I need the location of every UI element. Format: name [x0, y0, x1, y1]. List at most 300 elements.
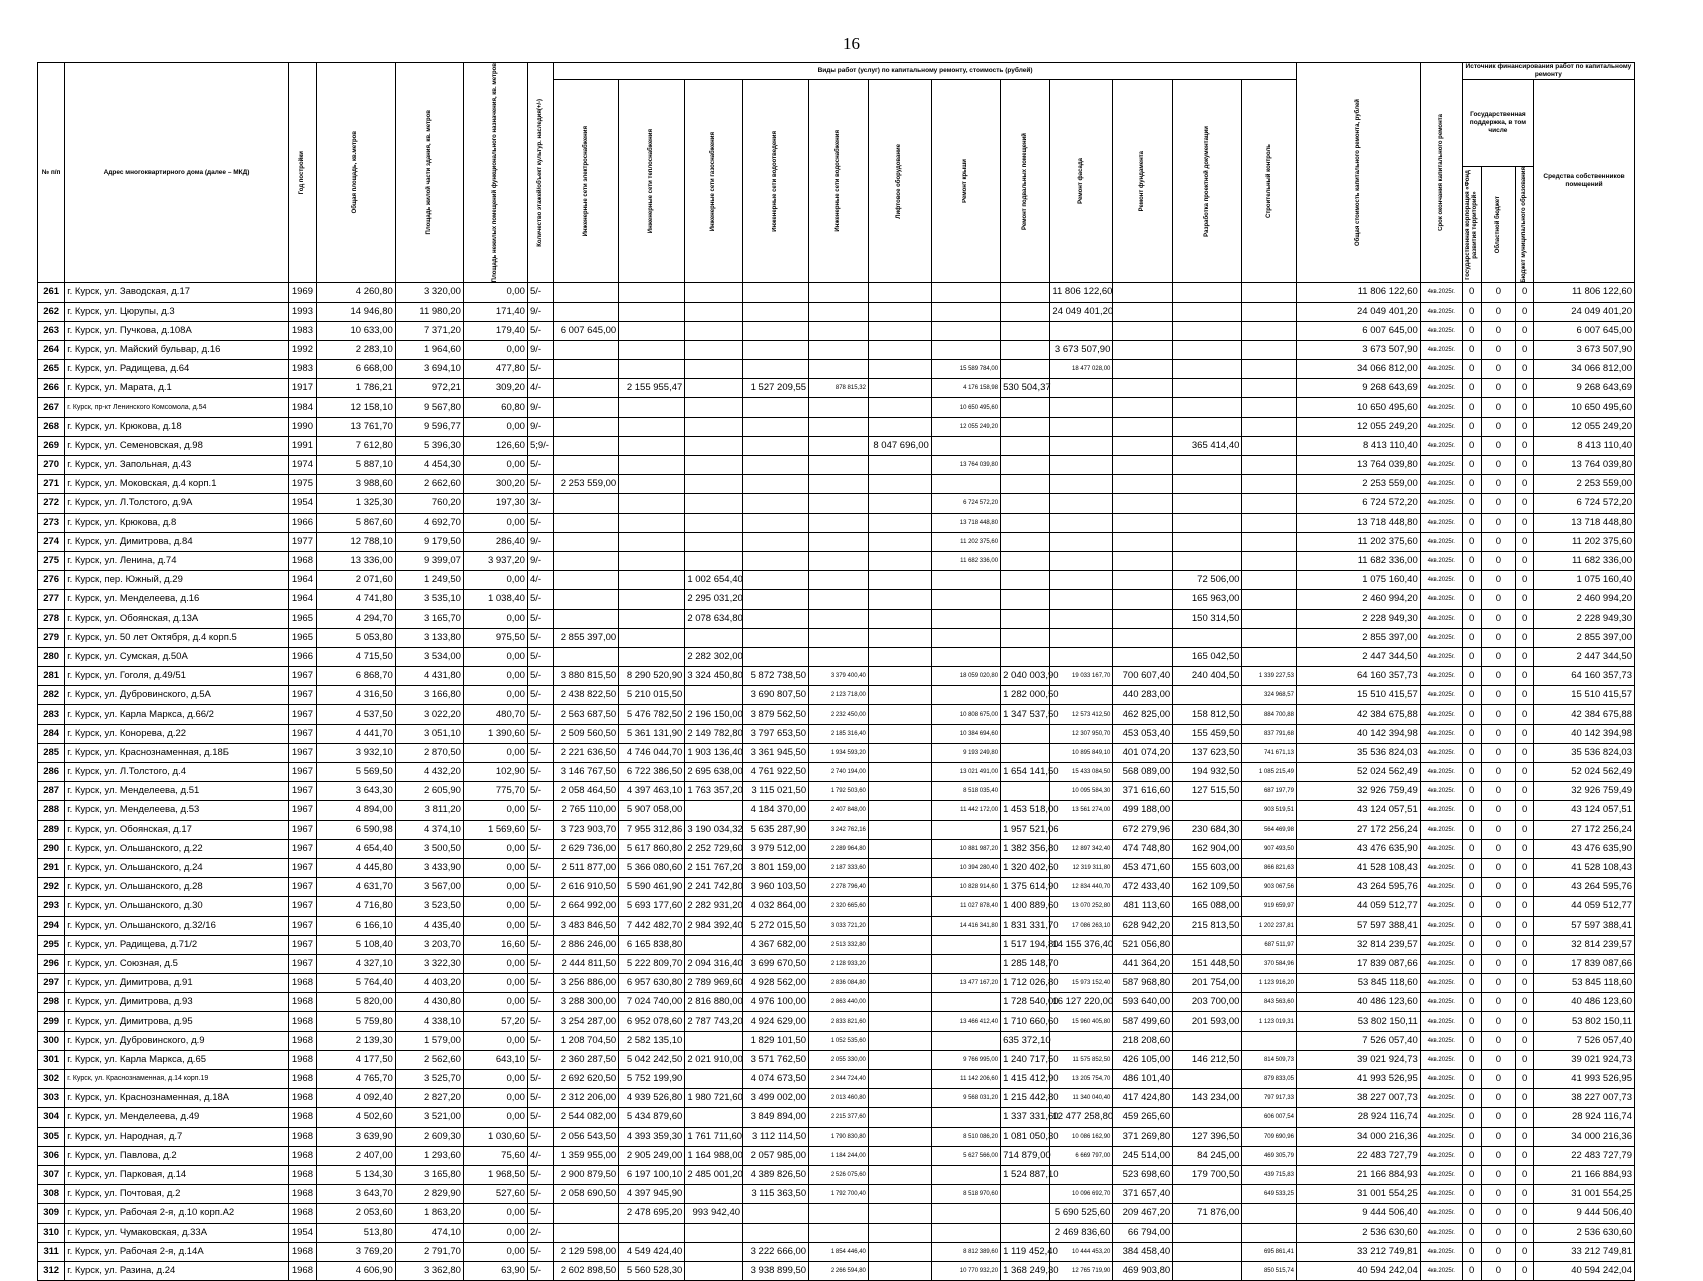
- municipal-budget-cell: 0: [1516, 916, 1534, 935]
- facade-cost-cell: 19 033 167,70: [1050, 667, 1113, 686]
- fund-cell: 0: [1462, 379, 1481, 398]
- roof-cost-cell: 13 718 448,80: [931, 513, 1000, 532]
- floors-cell: 9/-: [527, 551, 553, 570]
- facade-cost-cell: [1050, 686, 1113, 705]
- roof-cost-cell: 9 568 031,20: [931, 1089, 1000, 1108]
- water-cost-cell: [809, 1223, 869, 1242]
- control-cost-cell: 1 123 916,20: [1242, 974, 1297, 993]
- row-number: 265: [38, 360, 65, 379]
- row-number: 311: [38, 1242, 65, 1261]
- living-area-cell: 3 051,10: [395, 724, 463, 743]
- gas-cost-cell: [685, 456, 743, 475]
- regional-budget-cell: 0: [1481, 647, 1516, 666]
- address-cell: г. Курск, ул. Ольшанского, д.30: [65, 897, 288, 916]
- control-cost-cell: 837 791,68: [1242, 724, 1297, 743]
- header-total-cost: Общая стоимость капитального ремонта, рублей: [1296, 63, 1420, 283]
- heat-cost-cell: [619, 1223, 685, 1242]
- water-cost-cell: [809, 532, 869, 551]
- facade-cost-cell: 18 477 028,00: [1050, 360, 1113, 379]
- foundation-cost-cell: [1113, 283, 1173, 302]
- regional-budget-cell: 0: [1481, 628, 1516, 647]
- row-number: 308: [38, 1185, 65, 1204]
- roof-cost-cell: 9 193 249,80: [931, 743, 1000, 762]
- elec-cost-cell: [554, 1223, 619, 1242]
- total-area-cell: 2 283,10: [317, 340, 396, 359]
- owners-funds-cell: 17 839 087,66: [1534, 954, 1635, 973]
- total-cost-cell: 40 486 123,60: [1296, 993, 1420, 1012]
- header-nonres-area: Площадь нежилых помещений функционального назначения, кв. метров: [463, 63, 527, 283]
- sewer-cost-cell: [743, 436, 809, 455]
- lift-cost-cell: [868, 571, 931, 590]
- fund-cell: 0: [1462, 571, 1481, 590]
- foundation-cost-cell: 587 968,80: [1113, 974, 1173, 993]
- design-cost-cell: [1173, 1223, 1242, 1242]
- gas-cost-cell: [685, 494, 743, 513]
- row-number: 275: [38, 551, 65, 570]
- deadline-cell: 4кв.2025г.: [1420, 1223, 1462, 1242]
- regional-budget-cell: 0: [1481, 801, 1516, 820]
- total-area-cell: 3 643,30: [317, 782, 396, 801]
- water-cost-cell: [809, 628, 869, 647]
- address-cell: г. Курск, пр-кт Ленинского Комсомола, д.54: [65, 398, 288, 417]
- elec-cost-cell: 3 880 815,50: [554, 667, 619, 686]
- table-row: [38, 551, 1635, 570]
- lift-cost-cell: [868, 782, 931, 801]
- basement-cost-cell: [1001, 475, 1050, 494]
- roof-cost-cell: 8 812 389,60: [931, 1242, 1000, 1261]
- control-cost-cell: 919 659,97: [1242, 897, 1297, 916]
- municipal-budget-cell: 0: [1516, 340, 1534, 359]
- heat-cost-cell: [619, 436, 685, 455]
- deadline-cell: 4кв.2025г.: [1420, 705, 1462, 724]
- row-number: 296: [38, 954, 65, 973]
- foundation-cost-cell: 417 424,80: [1113, 1089, 1173, 1108]
- owners-funds-cell: 3 673 507,90: [1534, 340, 1635, 359]
- elec-cost-cell: 2 563 687,50: [554, 705, 619, 724]
- regional-budget-cell: 0: [1481, 1108, 1516, 1127]
- owners-funds-cell: 11 806 122,60: [1534, 283, 1635, 302]
- year-cell: 1967: [288, 878, 316, 897]
- elec-cost-cell: [554, 283, 619, 302]
- sewer-cost-cell: [743, 360, 809, 379]
- total-area-cell: 10 633,00: [317, 321, 396, 340]
- row-number: 300: [38, 1031, 65, 1050]
- floors-cell: 5/-: [527, 1261, 553, 1280]
- table-row: [38, 1089, 1635, 1108]
- gas-cost-cell: [685, 360, 743, 379]
- total-area-cell: 4 654,40: [317, 839, 396, 858]
- lift-cost-cell: [868, 1050, 931, 1069]
- municipal-budget-cell: 0: [1516, 1050, 1534, 1069]
- basement-cost-cell: [1001, 494, 1050, 513]
- facade-cost-cell: [1050, 494, 1113, 513]
- heat-cost-cell: 5 560 528,30: [619, 1261, 685, 1280]
- year-cell: 1917: [288, 379, 316, 398]
- owners-funds-cell: 43 264 595,76: [1534, 878, 1635, 897]
- living-area-cell: 2 562,60: [395, 1050, 463, 1069]
- floors-cell: 5/-: [527, 897, 553, 916]
- row-number: 268: [38, 417, 65, 436]
- living-area-cell: 4 374,10: [395, 820, 463, 839]
- roof-cost-cell: [931, 436, 1000, 455]
- row-number: 279: [38, 628, 65, 647]
- total-cost-cell: 11 682 336,00: [1296, 551, 1420, 570]
- address-cell: г. Курск, ул. Марата, д.1: [65, 379, 288, 398]
- owners-funds-cell: 2 228 949,30: [1534, 609, 1635, 628]
- header-f-municipal: Бюджет муниципального образования: [1516, 166, 1534, 283]
- total-cost-cell: 15 510 415,57: [1296, 686, 1420, 705]
- heat-cost-cell: 5 590 461,90: [619, 878, 685, 897]
- total-cost-cell: 24 049 401,20: [1296, 302, 1420, 321]
- roof-cost-cell: [931, 590, 1000, 609]
- total-area-cell: 6 868,70: [317, 667, 396, 686]
- foundation-cost-cell: 672 279,96: [1113, 820, 1173, 839]
- address-cell: г. Курск, ул. Рабочая 2-я, д.14А: [65, 1242, 288, 1261]
- sewer-cost-cell: 4 976 100,00: [743, 993, 809, 1012]
- design-cost-cell: [1173, 935, 1242, 954]
- elec-cost-cell: 6 007 645,00: [554, 321, 619, 340]
- floors-cell: 5/-: [527, 801, 553, 820]
- row-number: 299: [38, 1012, 65, 1031]
- table-row: [38, 993, 1635, 1012]
- sewer-cost-cell: 4 924 629,00: [743, 1012, 809, 1031]
- facade-cost-cell: 10 444 453,20: [1050, 1242, 1113, 1261]
- gas-cost-cell: 2 149 782,80: [685, 724, 743, 743]
- design-cost-cell: 155 603,00: [1173, 858, 1242, 877]
- deadline-cell: 4кв.2025г.: [1420, 417, 1462, 436]
- gas-cost-cell: 1 980 721,60: [685, 1089, 743, 1108]
- nonres-area-cell: 0,00: [463, 647, 527, 666]
- water-cost-cell: [809, 1204, 869, 1223]
- lift-cost-cell: [868, 1204, 931, 1223]
- sewer-cost-cell: 3 938 899,50: [743, 1261, 809, 1280]
- design-cost-cell: [1173, 628, 1242, 647]
- control-cost-cell: [1242, 647, 1297, 666]
- total-cost-cell: 13 764 039,80: [1296, 456, 1420, 475]
- heat-cost-cell: 4 393 359,30: [619, 1127, 685, 1146]
- living-area-cell: 9 399,07: [395, 551, 463, 570]
- living-area-cell: 4 403,20: [395, 974, 463, 993]
- design-cost-cell: 137 623,50: [1173, 743, 1242, 762]
- floors-cell: 5/-: [527, 1204, 553, 1223]
- address-cell: г. Курск, ул. Димитрова, д.84: [65, 532, 288, 551]
- sewer-cost-cell: 4 074 673,50: [743, 1070, 809, 1089]
- facade-cost-cell: 12 573 412,50: [1050, 705, 1113, 724]
- facade-cost-cell: 2 469 836,60: [1050, 1223, 1113, 1242]
- floors-cell: 5/-: [527, 1031, 553, 1050]
- gas-cost-cell: [685, 686, 743, 705]
- row-number: 312: [38, 1261, 65, 1280]
- elec-cost-cell: 2 886 246,00: [554, 935, 619, 954]
- floors-cell: 5/-: [527, 878, 553, 897]
- elec-cost-cell: [554, 513, 619, 532]
- owners-funds-cell: 6 724 572,20: [1534, 494, 1635, 513]
- year-cell: 1968: [288, 1012, 316, 1031]
- foundation-cost-cell: 384 458,40: [1113, 1242, 1173, 1261]
- sewer-cost-cell: 3 801 159,00: [743, 858, 809, 877]
- nonres-area-cell: 0,00: [463, 1242, 527, 1261]
- total-cost-cell: 42 384 675,88: [1296, 705, 1420, 724]
- row-number: 303: [38, 1089, 65, 1108]
- owners-funds-cell: 10 650 495,60: [1534, 398, 1635, 417]
- floors-cell: 5/-: [527, 590, 553, 609]
- elec-cost-cell: [554, 494, 619, 513]
- total-cost-cell: 32 814 239,57: [1296, 935, 1420, 954]
- living-area-cell: 3 535,10: [395, 590, 463, 609]
- table-row: [38, 743, 1635, 762]
- owners-funds-cell: 44 059 512,77: [1534, 897, 1635, 916]
- fund-cell: 0: [1462, 1089, 1481, 1108]
- foundation-cost-cell: [1113, 436, 1173, 455]
- sewer-cost-cell: [743, 590, 809, 609]
- year-cell: 1965: [288, 609, 316, 628]
- deadline-cell: 4кв.2025г.: [1420, 532, 1462, 551]
- owners-funds-cell: 15 510 415,57: [1534, 686, 1635, 705]
- facade-cost-cell: [1050, 417, 1113, 436]
- living-area-cell: 3 523,50: [395, 897, 463, 916]
- floors-cell: 5/-: [527, 743, 553, 762]
- water-cost-cell: 878 815,32: [809, 379, 869, 398]
- address-cell: г. Курск, ул. Чумаковская, д.33А: [65, 1223, 288, 1242]
- fund-cell: 0: [1462, 705, 1481, 724]
- living-area-cell: 4 338,10: [395, 1012, 463, 1031]
- deadline-cell: 4кв.2025г.: [1420, 667, 1462, 686]
- year-cell: 1967: [288, 858, 316, 877]
- fund-cell: 0: [1462, 1223, 1481, 1242]
- municipal-budget-cell: 0: [1516, 532, 1534, 551]
- table-row: [38, 532, 1635, 551]
- table-row: [38, 686, 1635, 705]
- floors-cell: 5/-: [527, 974, 553, 993]
- heat-cost-cell: [619, 475, 685, 494]
- sewer-cost-cell: 3 960 103,50: [743, 878, 809, 897]
- table-row: [38, 513, 1635, 532]
- total-area-cell: 5 764,40: [317, 974, 396, 993]
- sewer-cost-cell: [743, 302, 809, 321]
- address-cell: г. Курск, ул. Почтовая, д.2: [65, 1185, 288, 1204]
- design-cost-cell: [1173, 1070, 1242, 1089]
- header-w-heat: Инженерные сети теплоснабжения: [619, 80, 685, 283]
- deadline-cell: 4кв.2025г.: [1420, 993, 1462, 1012]
- header-f-fund: Государственная корпорация «Фонд развития территорий»: [1462, 166, 1481, 283]
- heat-cost-cell: 2 478 695,20: [619, 1204, 685, 1223]
- fund-cell: 0: [1462, 724, 1481, 743]
- heat-cost-cell: 4 939 526,80: [619, 1089, 685, 1108]
- owners-funds-cell: 41 528 108,43: [1534, 858, 1635, 877]
- municipal-budget-cell: 0: [1516, 705, 1534, 724]
- heat-cost-cell: 6 197 100,10: [619, 1165, 685, 1184]
- facade-cost-cell: 11 575 852,50: [1050, 1050, 1113, 1069]
- year-cell: 1968: [288, 551, 316, 570]
- municipal-budget-cell: 0: [1516, 321, 1534, 340]
- elec-cost-cell: [554, 647, 619, 666]
- elec-cost-cell: 2 692 620,50: [554, 1070, 619, 1089]
- heat-cost-cell: 8 290 520,90: [619, 667, 685, 686]
- design-cost-cell: [1173, 398, 1242, 417]
- living-area-cell: 3 362,80: [395, 1261, 463, 1280]
- sewer-cost-cell: 3 979 512,00: [743, 839, 809, 858]
- owners-funds-cell: 31 001 554,25: [1534, 1185, 1635, 1204]
- nonres-area-cell: 300,20: [463, 475, 527, 494]
- basement-cost-cell: [1001, 782, 1050, 801]
- water-cost-cell: 2 836 084,80: [809, 974, 869, 993]
- regional-budget-cell: 0: [1481, 935, 1516, 954]
- total-area-cell: 5 887,10: [317, 456, 396, 475]
- municipal-budget-cell: 0: [1516, 1012, 1534, 1031]
- elec-cost-cell: [554, 609, 619, 628]
- table-row: [38, 897, 1635, 916]
- sewer-cost-cell: 5 635 287,90: [743, 820, 809, 839]
- gas-cost-cell: 2 196 150,00: [685, 705, 743, 724]
- total-cost-cell: 40 142 394,98: [1296, 724, 1420, 743]
- heat-cost-cell: 5 222 809,70: [619, 954, 685, 973]
- elec-cost-cell: [554, 551, 619, 570]
- year-cell: 1964: [288, 590, 316, 609]
- elec-cost-cell: 2 629 736,00: [554, 839, 619, 858]
- year-cell: 1968: [288, 1146, 316, 1165]
- foundation-cost-cell: [1113, 532, 1173, 551]
- row-number: 262: [38, 302, 65, 321]
- floors-cell: 5/-: [527, 1050, 553, 1069]
- owners-funds-cell: 11 202 375,60: [1534, 532, 1635, 551]
- total-cost-cell: 8 413 110,40: [1296, 436, 1420, 455]
- living-area-cell: 5 396,30: [395, 436, 463, 455]
- total-area-cell: 5 759,80: [317, 1012, 396, 1031]
- total-cost-cell: 1 075 160,40: [1296, 571, 1420, 590]
- municipal-budget-cell: 0: [1516, 724, 1534, 743]
- heat-cost-cell: 4 746 044,70: [619, 743, 685, 762]
- heat-cost-cell: 2 582 135,10: [619, 1031, 685, 1050]
- row-number: 290: [38, 839, 65, 858]
- elec-cost-cell: 3 288 300,00: [554, 993, 619, 1012]
- fund-cell: 0: [1462, 647, 1481, 666]
- floors-cell: 5/-: [527, 1012, 553, 1031]
- deadline-cell: 4кв.2025г.: [1420, 897, 1462, 916]
- regional-budget-cell: 0: [1481, 839, 1516, 858]
- water-cost-cell: [809, 513, 869, 532]
- fund-cell: 0: [1462, 590, 1481, 609]
- living-area-cell: 2 609,30: [395, 1127, 463, 1146]
- row-number: 289: [38, 820, 65, 839]
- table-row: [38, 360, 1635, 379]
- fund-cell: 0: [1462, 436, 1481, 455]
- deadline-cell: 4кв.2025г.: [1420, 1031, 1462, 1050]
- roof-cost-cell: 18 059 020,80: [931, 667, 1000, 686]
- nonres-area-cell: 0,00: [463, 1108, 527, 1127]
- basement-cost-cell: 1 400 889,60: [1001, 897, 1050, 916]
- roof-cost-cell: 10 881 987,20: [931, 839, 1000, 858]
- control-cost-cell: 695 861,41: [1242, 1242, 1297, 1261]
- owners-funds-cell: 12 055 249,20: [1534, 417, 1635, 436]
- table-row: [38, 1127, 1635, 1146]
- capital-repair-table-wrapper: [37, 62, 1635, 1281]
- design-cost-cell: [1173, 302, 1242, 321]
- year-cell: 1977: [288, 532, 316, 551]
- regional-budget-cell: 0: [1481, 1031, 1516, 1050]
- living-area-cell: 9 567,80: [395, 398, 463, 417]
- design-cost-cell: 158 812,50: [1173, 705, 1242, 724]
- total-area-cell: 2 053,60: [317, 1204, 396, 1223]
- roof-cost-cell: [931, 609, 1000, 628]
- table-row: [38, 1204, 1635, 1223]
- nonres-area-cell: 480,70: [463, 705, 527, 724]
- year-cell: 1967: [288, 763, 316, 782]
- header-w-roof: Ремонт крыши: [931, 80, 1000, 283]
- address-cell: г. Курск, ул. Конорева, д.22: [65, 724, 288, 743]
- nonres-area-cell: 0,00: [463, 993, 527, 1012]
- row-number: 277: [38, 590, 65, 609]
- living-area-cell: 2 829,90: [395, 1185, 463, 1204]
- deadline-cell: 4кв.2025г.: [1420, 1089, 1462, 1108]
- sewer-cost-cell: [743, 340, 809, 359]
- nonres-area-cell: 775,70: [463, 782, 527, 801]
- roof-cost-cell: 10 770 932,20: [931, 1261, 1000, 1280]
- control-cost-cell: 907 493,50: [1242, 839, 1297, 858]
- basement-cost-cell: [1001, 1204, 1050, 1223]
- floors-cell: 5/-: [527, 456, 553, 475]
- nonres-area-cell: 0,00: [463, 1031, 527, 1050]
- regional-budget-cell: 0: [1481, 1012, 1516, 1031]
- elec-cost-cell: 2 509 560,50: [554, 724, 619, 743]
- sewer-cost-cell: [743, 609, 809, 628]
- foundation-cost-cell: 245 514,00: [1113, 1146, 1173, 1165]
- gas-cost-cell: 2 021 910,00: [685, 1050, 743, 1069]
- basement-cost-cell: 1 517 194,80: [1001, 935, 1050, 954]
- lift-cost-cell: [868, 302, 931, 321]
- deadline-cell: 4кв.2025г.: [1420, 1108, 1462, 1127]
- basement-cost-cell: [1001, 551, 1050, 570]
- nonres-area-cell: 0,00: [463, 686, 527, 705]
- floors-cell: 5/-: [527, 1185, 553, 1204]
- floors-cell: 5/-: [527, 724, 553, 743]
- year-cell: 1968: [288, 1242, 316, 1261]
- year-cell: 1967: [288, 935, 316, 954]
- living-area-cell: 2 605,90: [395, 782, 463, 801]
- roof-cost-cell: 10 808 675,00: [931, 705, 1000, 724]
- lift-cost-cell: [868, 935, 931, 954]
- total-cost-cell: 9 444 506,40: [1296, 1204, 1420, 1223]
- nonres-area-cell: 477,80: [463, 360, 527, 379]
- municipal-budget-cell: 0: [1516, 628, 1534, 647]
- floors-cell: 5/-: [527, 954, 553, 973]
- municipal-budget-cell: 0: [1516, 801, 1534, 820]
- sewer-cost-cell: 3 797 653,50: [743, 724, 809, 743]
- deadline-cell: 4кв.2025г.: [1420, 801, 1462, 820]
- basement-cost-cell: 1 285 148,70: [1001, 954, 1050, 973]
- table-row: [38, 302, 1635, 321]
- floors-cell: 5/-: [527, 1127, 553, 1146]
- deadline-cell: 4кв.2025г.: [1420, 628, 1462, 647]
- owners-funds-cell: 28 924 116,74: [1534, 1108, 1635, 1127]
- control-cost-cell: 324 968,57: [1242, 686, 1297, 705]
- owners-funds-cell: 9 268 643,69: [1534, 379, 1635, 398]
- gas-cost-cell: 2 252 729,60: [685, 839, 743, 858]
- heat-cost-cell: 5 617 860,80: [619, 839, 685, 858]
- lift-cost-cell: [868, 916, 931, 935]
- gas-cost-cell: [685, 302, 743, 321]
- total-cost-cell: 6 007 645,00: [1296, 321, 1420, 340]
- owners-funds-cell: 21 166 884,93: [1534, 1165, 1635, 1184]
- municipal-budget-cell: 0: [1516, 1146, 1534, 1165]
- facade-cost-cell: 11 806 122,60: [1050, 283, 1113, 302]
- total-cost-cell: 6 724 572,20: [1296, 494, 1420, 513]
- total-cost-cell: 9 268 643,69: [1296, 379, 1420, 398]
- elec-cost-cell: 1 359 955,00: [554, 1146, 619, 1165]
- row-number: 306: [38, 1146, 65, 1165]
- roof-cost-cell: 10 828 914,60: [931, 878, 1000, 897]
- foundation-cost-cell: 209 467,20: [1113, 1204, 1173, 1223]
- floors-cell: 5/-: [527, 321, 553, 340]
